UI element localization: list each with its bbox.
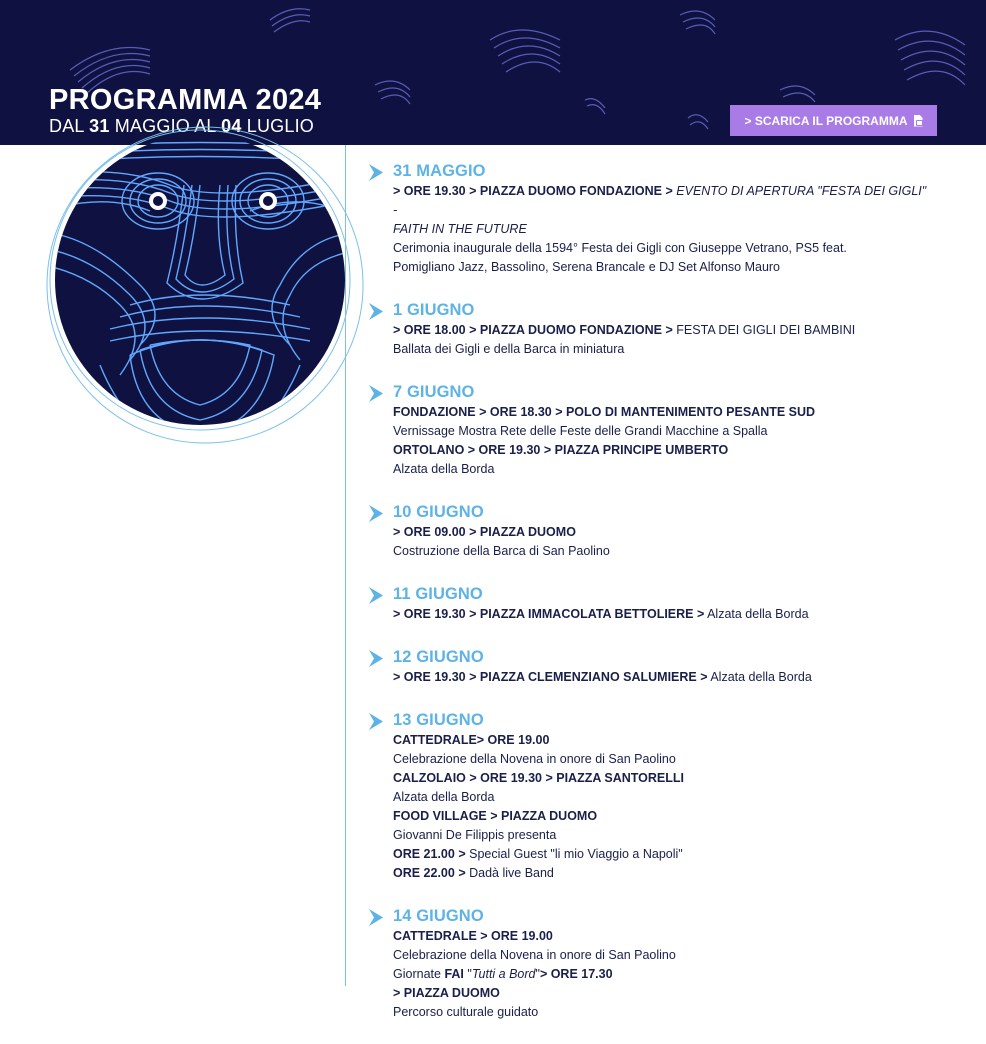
event-line: > ORE 18.00 > PIAZZA DUOMO FONDAZIONE > FESTA DEI GIGLI DEI BAMBINI (393, 323, 856, 337)
event-line: Ballata dei Gigli e della Barca in miniatura (393, 342, 625, 356)
chevron-right-icon (367, 586, 385, 605)
event-line: Celebrazione della Novena in onore di San Paolino (393, 948, 676, 962)
day-title: 7 GIUGNO (393, 383, 475, 401)
day-title: 11 GIUGNO (393, 585, 483, 603)
download-program-button[interactable] (730, 105, 937, 136)
download-program-label: > SCARICA IL PROGRAMMA (744, 113, 908, 128)
day-title: 1 GIUGNO (393, 301, 475, 319)
event-line: ORTOLANO > ORE 19.30 > PIAZZA PRINCIPE UMBERTO (393, 443, 729, 457)
day-13-giugno (367, 709, 927, 883)
day-title: 12 GIUGNO (393, 648, 484, 666)
event-line: > ORE 19.30 > PIAZZA IMMACOLATA BETTOLIERE > Alzata della Borda (393, 607, 809, 621)
chevron-right-icon (367, 302, 385, 321)
timeline-line (345, 145, 346, 986)
day-10-giugno (367, 501, 927, 561)
event-line: Cerimonia inaugurale della 1594° Festa dei Gigli con Giuseppe Vetrano, PS5 feat. (393, 241, 847, 255)
date-range-subtitle: DAL 31 MAGGIO AL 04 LUGLIO (49, 116, 314, 136)
page-title: PROGRAMMA 2024 (49, 84, 322, 116)
event-line: Pomigliano Jazz, Bassolino, Serena Brancale e DJ Set Alfonso Mauro (393, 260, 781, 274)
day-11-giugno (367, 583, 927, 624)
page-header (0, 0, 986, 145)
day-12-giugno (367, 646, 927, 687)
day-title: 14 GIUGNO (393, 907, 484, 925)
event-line: CATTEDRALE> ORE 19.00 (393, 733, 550, 747)
event-line: ORE 21.00 > Special Guest "li mio Viaggio a Napoli" (393, 847, 683, 861)
event-line: Celebrazione della Novena in onore di San Paolino (393, 752, 676, 766)
event-line: FONDAZIONE > ORE 18.30 > POLO DI MANTENIMENTO PESANTE SUD (393, 405, 816, 419)
event-line: ORE 22.00 > Dadà live Band (393, 866, 554, 880)
event-line: FOOD VILLAGE > PIAZZA DUOMO (393, 809, 598, 823)
chevron-right-icon (367, 163, 385, 182)
chevron-right-icon (367, 384, 385, 403)
day-1-giugno (367, 299, 927, 359)
day-7-giugno (367, 381, 927, 479)
day-14-giugno (367, 905, 927, 1022)
day-31-maggio (367, 160, 927, 277)
event-line: Vernissage Mostra Rete delle Feste delle Grandi Macchine a Spalla (393, 424, 768, 438)
event-line: Costruzione della Barca di San Paolino (393, 544, 610, 558)
chevron-right-icon (367, 908, 385, 927)
event-line: Giornate FAI "Tutti a Bord"> ORE 17.30 (393, 967, 613, 981)
event-line: Alzata della Borda (393, 462, 495, 476)
pdf-file-icon (914, 115, 923, 127)
day-title: 10 GIUGNO (393, 503, 484, 521)
event-line: Giovanni De Filippis presenta (393, 828, 557, 842)
day-title: 13 GIUGNO (393, 711, 484, 729)
schedule-list (367, 160, 927, 1044)
event-line: Percorso culturale guidato (393, 1005, 539, 1019)
event-line: > PIAZZA DUOMO (393, 986, 500, 1000)
chevron-right-icon (367, 649, 385, 668)
day-title: 31 MAGGIO (393, 162, 486, 180)
event-line: FAITH IN THE FUTURE (393, 222, 527, 236)
event-line: > ORE 19.30 > PIAZZA CLEMENZIANO SALUMIERE > Alzata della Borda (393, 670, 812, 684)
event-line: CATTEDRALE > ORE 19.00 (393, 929, 553, 943)
face-illustration (0, 145, 346, 465)
event-line: CALZOLAIO > ORE 19.30 > PIAZZA SANTORELLI (393, 771, 685, 785)
chevron-right-icon (367, 504, 385, 523)
event-line: > ORE 19.30 > PIAZZA DUOMO FONDAZIONE > EVENTO DI APERTURA "FESTA DEI GIGLI" - (393, 184, 927, 217)
event-line: > ORE 09.00 > PIAZZA DUOMO (393, 525, 576, 539)
event-line: Alzata della Borda (393, 790, 495, 804)
chevron-right-icon (367, 712, 385, 731)
